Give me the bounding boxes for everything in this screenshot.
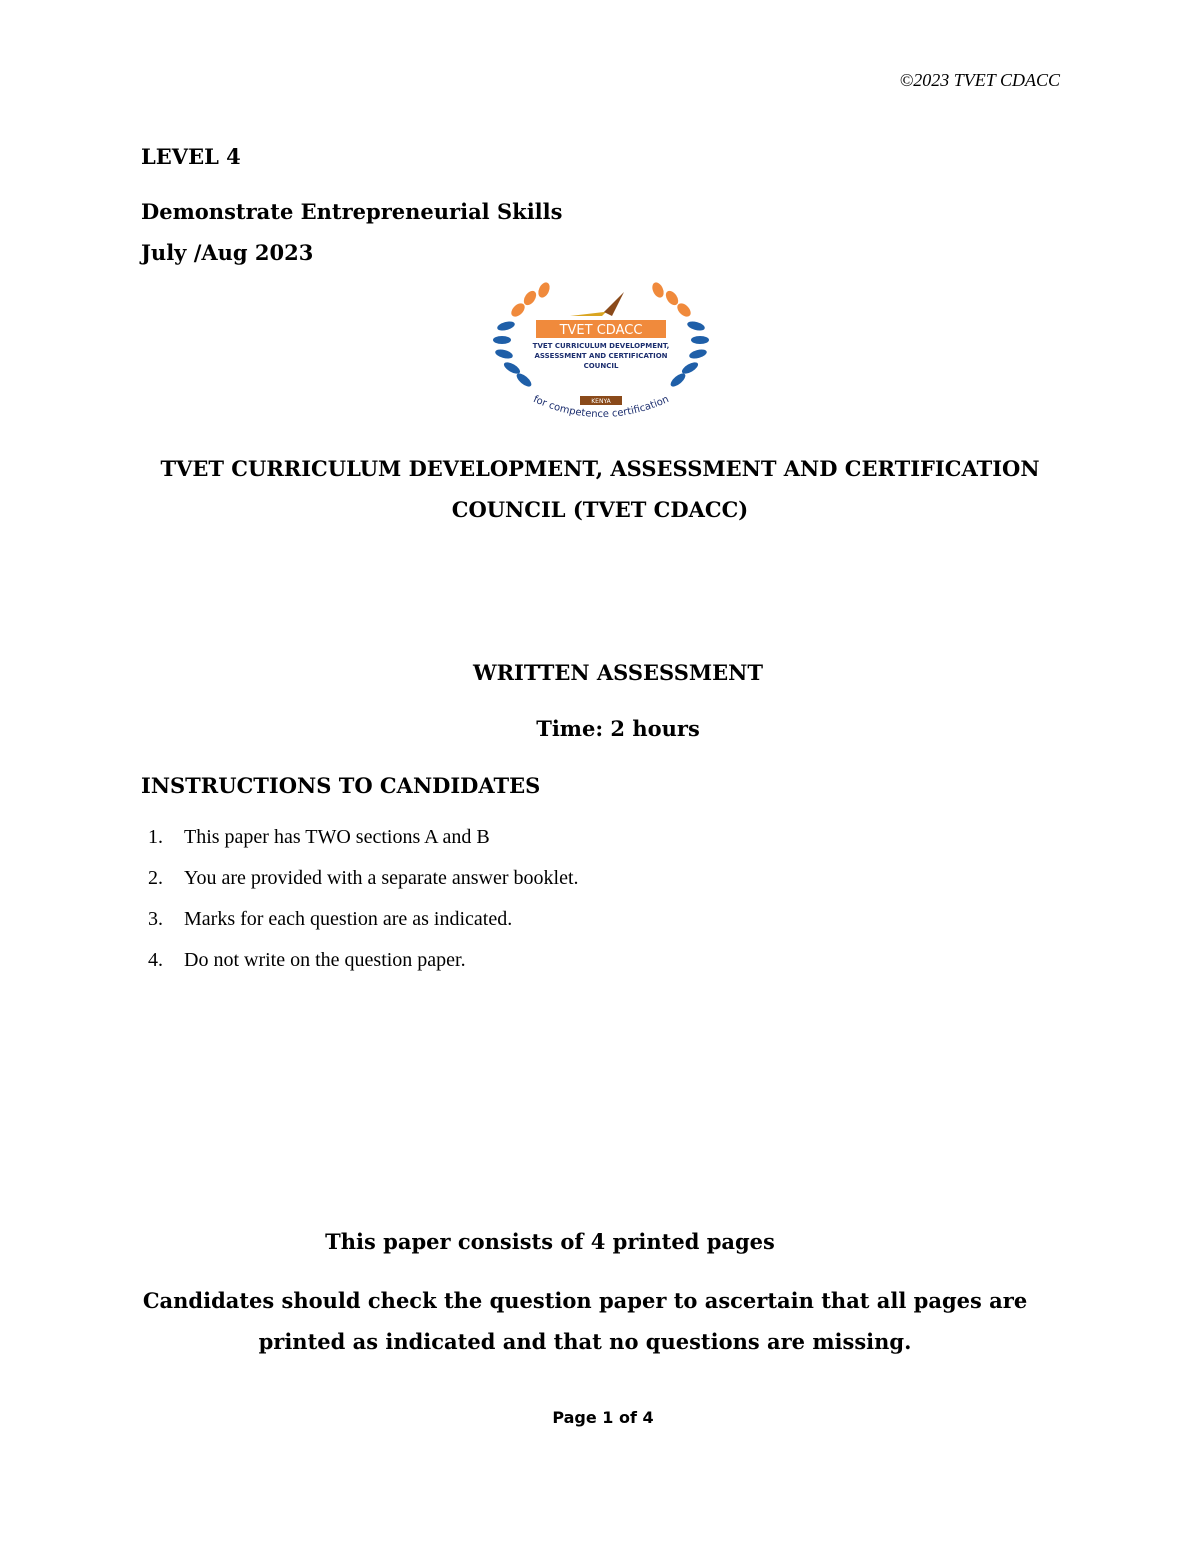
list-item [148,826,579,867]
list-item-number: 1. [148,826,163,848]
level-label: LEVEL 4 [141,144,241,169]
svg-text:TVET CURRICULUM DEVELOPMENT,: TVET CURRICULUM DEVELOPMENT, [532,342,670,350]
list-item-number: 4. [148,949,163,971]
assessment-type: WRITTEN ASSESSMENT [473,660,763,685]
svg-text:TVET CDACC: TVET CDACC [559,323,643,338]
copyright-header: ©2023 TVET CDACC [899,70,1060,90]
list-item-text: Do not write on the question paper. [184,949,466,971]
exam-session: July /Aug 2023 [141,240,314,265]
logo-emblem-icon [492,278,710,430]
svg-text:COUNCIL: COUNCIL [583,362,619,370]
tvet-cdacc-logo [492,278,710,430]
list-item-number: 3. [148,908,163,930]
unit-title: Demonstrate Entrepreneurial Skills [141,199,563,224]
page-number: Page 1 of 4 [552,1408,654,1427]
list-item-text: This paper has TWO sections A and B [184,826,490,848]
printed-pages-note: This paper consists of 4 printed pages [325,1229,775,1254]
instructions-title: INSTRUCTIONS TO CANDIDATES [141,773,541,798]
svg-text:KENYA: KENYA [591,398,611,405]
time-allowed: Time: 2 hours [536,716,700,741]
list-item [148,908,579,949]
list-item-number: 2. [148,867,163,889]
instructions-list [148,826,579,990]
council-name-line2: COUNCIL (TVET CDACC) [451,497,749,522]
list-item-text: Marks for each question are as indicated. [184,908,513,930]
council-name-line1: TVET CURRICULUM DEVELOPMENT, ASSESSMENT AND CERTIFICATION [160,456,1040,481]
svg-text:for competence certification: for competence certification [531,393,671,421]
check-pages-note: Candidates should check the question paper to ascertain that all pages are printed as indicated and that no questions are missing. [142,1288,1028,1354]
svg-text:ASSESSMENT AND CERTIFICATION: ASSESSMENT AND CERTIFICATION [534,352,668,360]
list-item [148,867,579,908]
list-item-text: You are provided with a separate answer booklet. [184,867,579,889]
list-item [148,949,579,990]
